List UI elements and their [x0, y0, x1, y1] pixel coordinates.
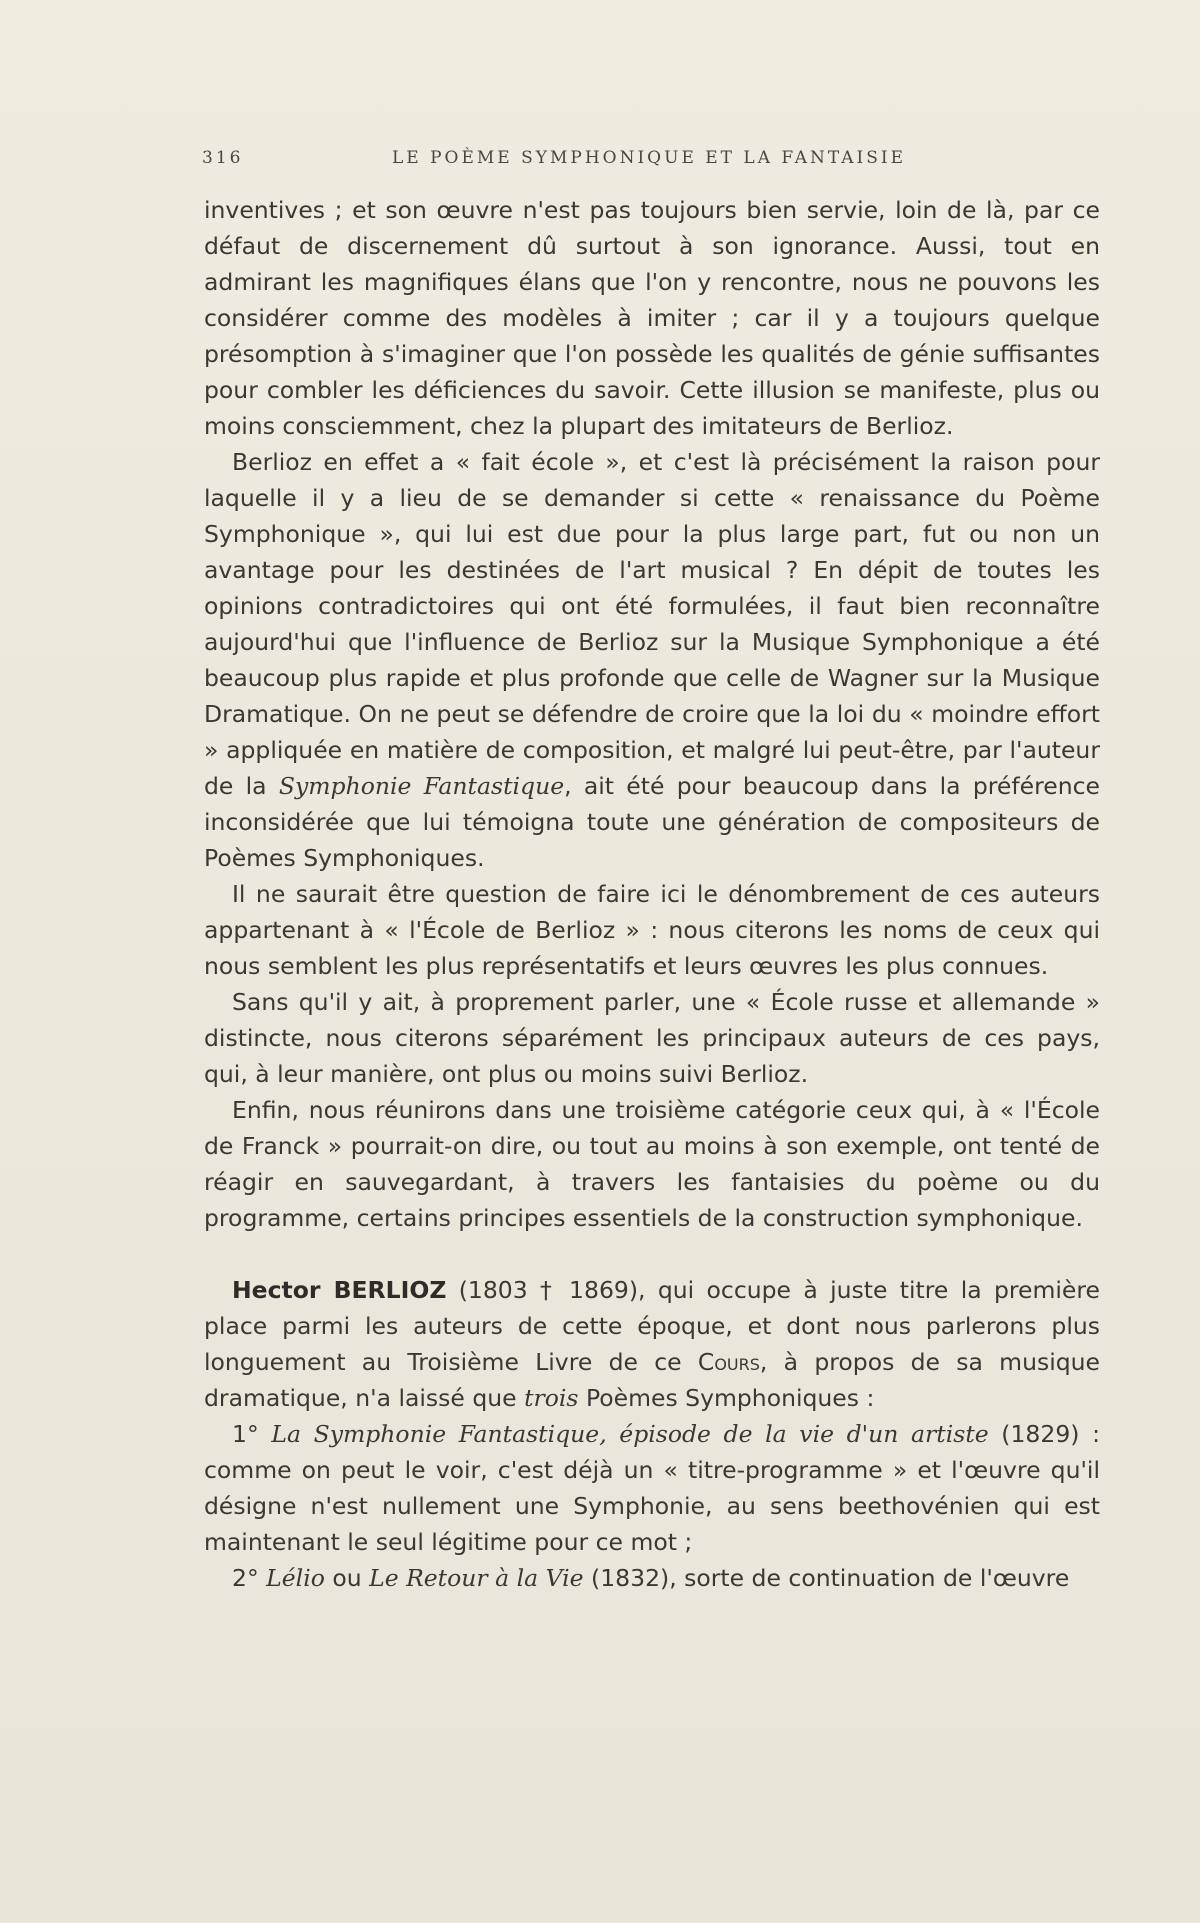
paragraph-russian-german: Sans qu'il y ait, à proprement parler, une « École russe et allemande » distincte, nous citerons séparément les principaux auteurs de ces pays, qui, à leur manière, ont plus ou moins suivi Berlioz.	[204, 988, 1100, 1088]
work-title: Le Retour à la Vie	[369, 1564, 584, 1592]
running-head	[202, 148, 907, 172]
paragraph-text: , à propos de sa musique dramatique, n'a laissé que	[204, 1348, 1101, 1412]
paragraph-text: , ait été pour beaucoup dans la préférence inconsidérée que lui témoigna toute une génération de compositeurs de Poèmes Symphoniques.	[204, 772, 1100, 872]
cours-smallcaps: Cours	[697, 1348, 760, 1376]
paragraph-berlioz-school	[204, 444, 1100, 876]
paragraph-continued: inventives ; et son œuvre n'est pas toujours bien servie, loin de là, par ce défaut de discernement dû surtout à son ignorance. Aussi, tout en admirant les magnifiques élans que l'on y rencontre, nous ne pouvons les considérer comme des modèles à imiter ; car il y a toujours quelque présomption à s'imaginer que l'on possède les qualités de génie suffisantes pour combler les déficiences du savoir. Cette illusion se manifeste, plus ou moins consciemment, chez la plupart des imitateurs de Berlioz.	[204, 196, 1100, 440]
paragraph-franck-school: Enfin, nous réunirons dans une troisième catégorie ceux qui, à « l'École de Franck » pourrait-on dire, ou tout au moins à son exemple, ont tenté de réagir en sauvegardant, à travers les fantaisies du poème ou du programme, certains principes essentiels de la construction symphonique.	[204, 1096, 1100, 1232]
list-item-fantastique	[204, 1416, 1100, 1560]
work-title: La Symphonie Fantastique, épisode de la vie d'un artiste	[271, 1420, 989, 1448]
work-title: Symphonie Fantastique	[278, 772, 565, 800]
list-number: 2°	[232, 1564, 267, 1592]
composer-name: Hector BERLIOZ	[232, 1276, 447, 1304]
paragraph-text: Poèmes Symphoniques :	[578, 1384, 875, 1412]
paragraph-text: (1832), sorte de continuation de l'œuvre	[583, 1564, 1070, 1592]
emphasis-trois: trois	[524, 1384, 579, 1412]
paragraph-text: ou	[324, 1564, 370, 1592]
running-title: LE POÈME SYMPHONIQUE ET LA FANTAISIE	[392, 148, 907, 168]
work-title: Lélio	[266, 1564, 325, 1592]
paragraph-hector-berlioz	[204, 1272, 1100, 1416]
list-item-lelio	[204, 1560, 1100, 1596]
paragraph-authors: Il ne saurait être question de faire ici le dénombrement de ces auteurs appartenant à « l'École de Berlioz » : nous citerons les noms de ceux qui nous semblent les plus représentatifs et leurs œuvres les plus connues.	[204, 880, 1100, 980]
paragraph-text: (1803 † 1869), qui occupe à juste titre la première place parmi les auteurs de cette époque, et dont nous parlerons plus longuement au Troisième Livre de ce	[204, 1276, 1100, 1376]
paragraph-text: Berlioz en effet a « fait école », et c'est là précisément la raison pour laquelle il y a lieu de se demander si cette « renaissance du Poème Symphonique », qui lui est due pour la plus large part, fut ou non un avantage pour les destinées de l'art musical ? En dépit de toutes les opinions contradictoires qui ont été formulées, il faut bien reconnaître aujourd'hui que l'influence de Berlioz sur la Musique Symphonique a été beaucoup plus rapide et plus profonde que celle de Wagner sur la Musique Dramatique. On ne peut se défendre de croire que la loi du « moindre effort » appliquée en matière de composition, et malgré lui peut-être, par l'auteur de la	[204, 448, 1100, 800]
body-text	[204, 192, 1100, 1596]
list-number: 1°	[232, 1420, 272, 1448]
paragraph-text: (1829) : comme on peut le voir, c'est déjà un « titre-programme » et l'œuvre qu'il désigne n'est nullement une Symphonie, au sens beethovénien qui est maintenant le seul légitime pour ce mot ;	[204, 1420, 1101, 1556]
page-number: 316	[202, 148, 244, 168]
